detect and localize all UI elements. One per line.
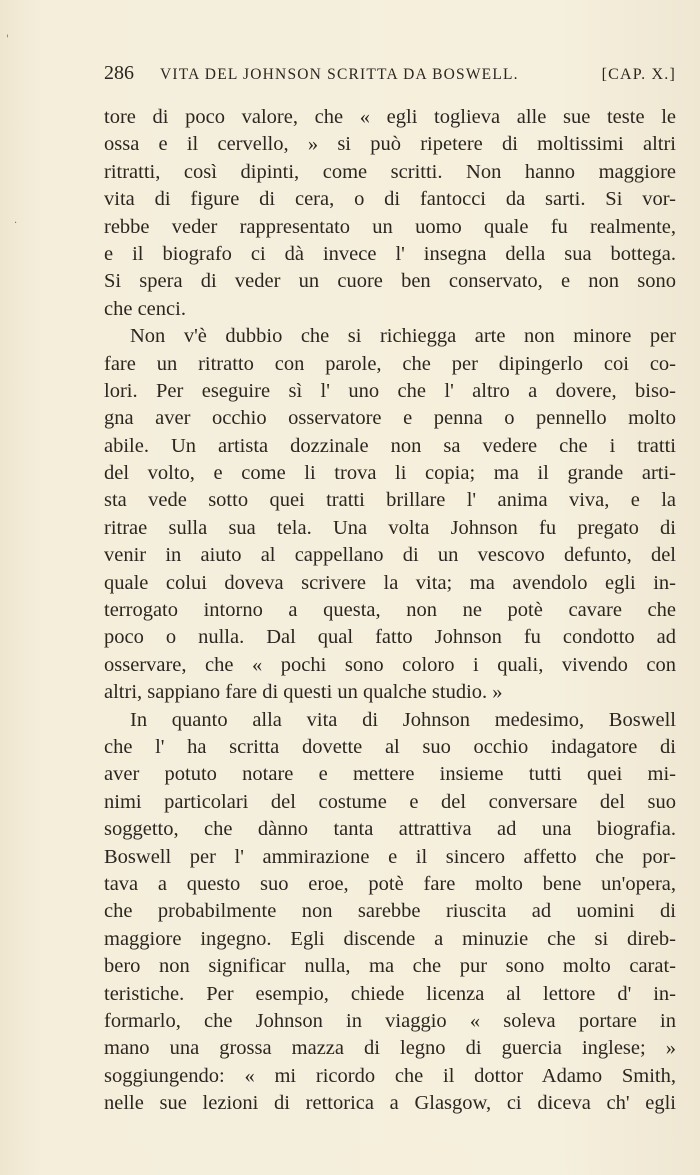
text-line: sta vede sotto quei tratti brillare l' anima viva, e la [104,489,676,512]
body-text [104,104,676,1117]
text-line: che l' ha scritta dovette al suo occhio indagatore di [104,735,676,758]
text-line: soggetto, che dànno tanta attrattiva ad una biografia. [104,818,676,841]
text-line: formarlo, che Johnson in viaggio « soleva portare in [104,1009,676,1032]
text-line: fare un ritratto con parole, che per dipingerlo coi co- [104,352,676,375]
text-line: nimi particolari del costume e del conversare del suo [104,790,676,813]
text-line: tore di poco valore, che « egli toglieva alle sue teste le [104,106,676,128]
text-line: bero non significar nulla, ma che pur sono molto carat- [104,955,676,978]
text-line: teristiche. Per esempio, chiede licenza al lettore d' in- [104,982,676,1005]
running-header [104,62,676,92]
text-line: vita di figure di cera, o di fantocci da sarti. Si vor- [104,188,676,211]
text-line: Boswell per l' ammirazione e il sincero affetto che por- [104,845,676,868]
margin-speck: · [14,218,18,229]
text-line: soggiungendo: « mi ricordo che il dottor Adamo Smith, [104,1064,676,1087]
text-line: Si spera di veder un cuore ben conservato, e non sono [104,270,676,293]
text-line: quale colui doveva scrivere la vita; ma avendolo egli in- [104,571,676,594]
text-line: poco o nulla. Dal qual fatto Johnson fu condotto ad [104,626,676,649]
text-line: del volto, e come li trova li copia; ma il grande arti- [104,462,676,485]
margin-speck: ' [6,34,9,45]
text-line: lori. Per eseguire sì l' uno che l' altro a dovere, biso- [104,379,676,402]
text-line: ritratti, così dipinti, come scritti. Non hanno maggiore [104,160,676,183]
text-line: tava a questo suo eroe, potè fare molto bene un'opera, [104,872,676,895]
text-line: ossa e il cervello, » si può ripetere di moltissimi altri [104,133,676,156]
paragraph [104,104,676,323]
text-line: ritrae sulla sua tela. Una volta Johnson fu pregato di [104,516,676,539]
text-line: abile. Un artista dozzinale non sa vedere che i tratti [104,434,676,457]
text-line: che probabilmente non sarebbe riuscita ad uomini di [104,900,676,923]
text-line: rebbe veder rappresentato un uomo quale fu realmente, [104,215,676,238]
text-line: osservare, che « pochi sono coloro i quali, vivendo con [104,653,676,676]
text-line: gna aver occhio osservatore e penna o pennello molto [104,407,676,430]
text-line: maggiore ingegno. Egli discende a minuzie che si direb- [104,927,676,950]
text-line: Non v'è dubbio che si richiegga arte non minore per [130,325,676,348]
chapter-label: [CAP. X.] [601,66,676,83]
page-number: 286 [104,62,134,84]
paragraph [104,707,676,1118]
text-line: aver potuto notare e mettere insieme tutti quei mi- [104,763,676,786]
paragraph [104,323,676,706]
text-line: venir in aiuto al cappellano di un vescovo defunto, del [104,544,676,567]
text-line: altri, sappiano fare di questi un qualche studio. » [104,681,503,704]
text-line: e il biografo ci dà invece l' insegna della sua bottega. [104,242,676,265]
text-line: che cenci. [104,297,186,320]
text-line: mano una grossa mazza di legno di guercia inglese; » [104,1037,676,1060]
running-title: VITA DEL JOHNSON SCRITTA DA BOSWELL. [160,66,519,83]
text-line: In quanto alla vita di Johnson medesimo, Boswell [130,708,676,731]
text-line: nelle sue lezioni di rettorica a Glasgow, ci diceva ch' egli [104,1092,676,1115]
text-line: terrogato intorno a questa, non ne potè cavare che [104,599,676,622]
